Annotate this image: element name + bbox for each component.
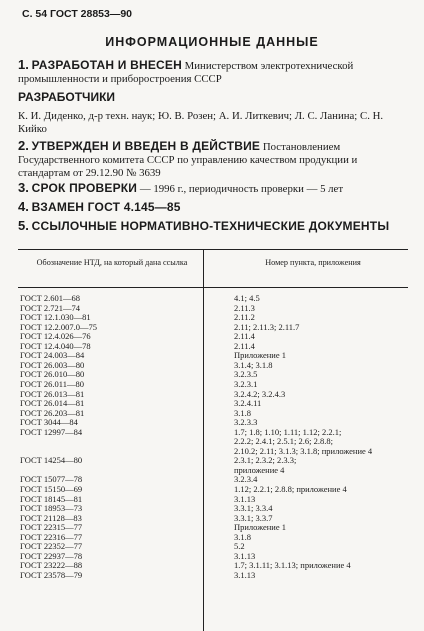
ntd-designation: ГОСТ 26.010—80: [20, 369, 85, 380]
developers-names: К. И. Диденко, д-р техн. наук; Ю. В. Розен; А. И. Литкевич; Л. С. Ланина; С. Н. Кийко: [18, 110, 384, 135]
ntd-designation: ГОСТ 14254—80: [20, 455, 83, 466]
clause-number: 3.1.8: [234, 407, 251, 418]
section-4: [18, 200, 410, 215]
clause-number: 3.2.4.2; 3.2.4.3: [234, 388, 286, 399]
section-number: 2.: [18, 138, 29, 153]
table-row: [18, 571, 408, 581]
clause-number: 3.1.13: [234, 569, 256, 580]
clause-number: 3.2.3.3: [234, 417, 258, 428]
clause-number: Приложение 1: [234, 350, 286, 361]
clause-number: 3.2.3.5: [234, 369, 258, 380]
ntd-designation: ГОСТ 26.011—80: [20, 378, 84, 389]
ntd-designation: ГОСТ 26.003—80: [20, 359, 85, 370]
section-number: 5.: [18, 218, 29, 233]
page-title: ИНФОРМАЦИОННЫЕ ДАННЫЕ: [105, 35, 319, 49]
clause-number: 3.3.1; 3.3.4: [234, 503, 273, 514]
ntd-designation: ГОСТ 24.003—84: [20, 350, 85, 361]
clause-number: 3.1.4; 3.1.8: [234, 359, 273, 370]
ntd-designation: ГОСТ 12.1.030—81: [20, 312, 91, 323]
references-table: [18, 249, 408, 631]
section-lead: УТВЕРЖДЕН И ВВЕДЕН В ДЕЙСТВИЕ: [31, 139, 261, 153]
clause-number: 4.1; 4.5: [234, 293, 260, 303]
section-body: — 1996 г., периодичность проверки — 5 лет: [137, 183, 344, 195]
section-lead: ССЫЛОЧНЫЕ НОРМАТИВНО-ТЕХНИЧЕСКИЕ ДОКУМЕНТЫ: [31, 219, 390, 233]
page-header: С. 54 ГОСТ 28853—90: [22, 8, 133, 20]
clause-number: 5.2: [234, 541, 245, 552]
ntd-designation: ГОСТ 18145—81: [20, 493, 83, 504]
ntd-designation: ГОСТ 26.203—81: [20, 407, 85, 418]
table-top-rule: [18, 249, 408, 250]
section-body: Министерством электротехнической промышленности и приборостроения СССР: [18, 60, 354, 85]
section-5: [18, 219, 410, 234]
clause-number: 2.11.3: [234, 302, 255, 313]
clause-number: приложение 4: [234, 464, 285, 475]
col1-header: Обозначение НТД, на который дана ссылка: [36, 258, 188, 267]
table-row: [18, 428, 408, 438]
ntd-designation: ГОСТ 18953—73: [20, 503, 83, 514]
clause-number: 1.7; 3.1.11; 3.1.13; приложение 4: [234, 560, 351, 571]
ntd-designation: ГОСТ 12.4.040—78: [20, 340, 91, 351]
ntd-designation: ГОСТ 2.721—74: [20, 302, 81, 313]
clause-number: 3.1.8: [234, 531, 251, 542]
col2-header: Номер пункта, приложения: [265, 258, 361, 267]
clause-number: 1.12; 2.2.1; 2.8.8; приложение 4: [234, 484, 347, 494]
ntd-designation: ГОСТ 26.014—81: [20, 398, 85, 409]
section-1: [18, 58, 410, 86]
clause-number: 3.2.4.11: [234, 398, 262, 409]
clause-number: 3.3.1; 3.3.7: [234, 512, 273, 523]
ntd-designation: ГОСТ 15077—78: [20, 474, 83, 485]
ntd-designation: ГОСТ 22315—77: [20, 522, 83, 533]
clause-number: 3.1.13: [234, 550, 256, 561]
ntd-designation: ГОСТ 15150—69: [20, 484, 83, 494]
clause-number: 2.11.4: [234, 331, 255, 342]
ntd-designation: ГОСТ 22316—77: [20, 531, 83, 542]
section-2: [18, 139, 410, 180]
section-number: 1.: [18, 57, 29, 72]
ntd-designation: ГОСТ 23578—79: [20, 569, 83, 580]
ntd-designation: ГОСТ 26.013—81: [20, 388, 85, 399]
clause-number: 2.10.2; 2.11; 3.1.3; 3.1.8; приложение 4: [234, 445, 373, 456]
ntd-designation: ГОСТ 12.4.026—76: [20, 331, 91, 342]
clause-number: 3.1.13: [234, 493, 256, 504]
section-number: 3.: [18, 180, 29, 195]
section-3: [18, 181, 410, 196]
ntd-designation: ГОСТ 22352—77: [20, 541, 83, 552]
section-number: 4.: [18, 199, 29, 214]
ntd-designation: ГОСТ 21128—83: [20, 512, 82, 523]
clause-number: 2.11.4: [234, 340, 255, 351]
developers-heading: РАЗРАБОТЧИКИ: [18, 90, 116, 104]
clause-number: 2.11; 2.11.3; 2.11.7: [234, 321, 300, 332]
clause-number: 2.11.2: [234, 312, 255, 323]
ntd-designation: ГОСТ 22937—78: [20, 550, 83, 561]
clause-number: 2.2.2; 2.4.1; 2.5.1; 2.6; 2.8.8;: [234, 436, 333, 447]
clause-number: 2.3.1; 2.3.2; 2.3.3;: [234, 455, 297, 466]
section-lead: ВЗАМЕН ГОСТ 4.145—85: [31, 200, 181, 214]
table-row: [18, 456, 408, 466]
clause-number: 3.2.3.1: [234, 378, 258, 389]
ntd-designation: ГОСТ 3044—84: [20, 417, 78, 428]
section-lead: СРОК ПРОВЕРКИ: [31, 181, 138, 195]
clause-number: 1.7; 1.8; 1.10; 1.11; 1.12; 2.2.1;: [234, 426, 342, 437]
section-lead: РАЗРАБОТАН И ВНЕСЕН: [31, 58, 182, 72]
ntd-designation: ГОСТ 12.2.007.0—75: [20, 321, 98, 332]
table-header-rule: [18, 287, 408, 288]
ntd-designation: ГОСТ 2.601—68: [20, 293, 81, 303]
ntd-designation: ГОСТ 12997—84: [20, 426, 83, 437]
section-body: Постановлением Государственного комитета СССР по управлению качеством продукции и стандартам от 29.12.90 № 3639: [18, 141, 358, 179]
clause-number: Приложение 1: [234, 522, 286, 533]
ntd-designation: ГОСТ 23222—88: [20, 560, 83, 571]
clause-number: 3.2.3.4: [234, 474, 258, 485]
